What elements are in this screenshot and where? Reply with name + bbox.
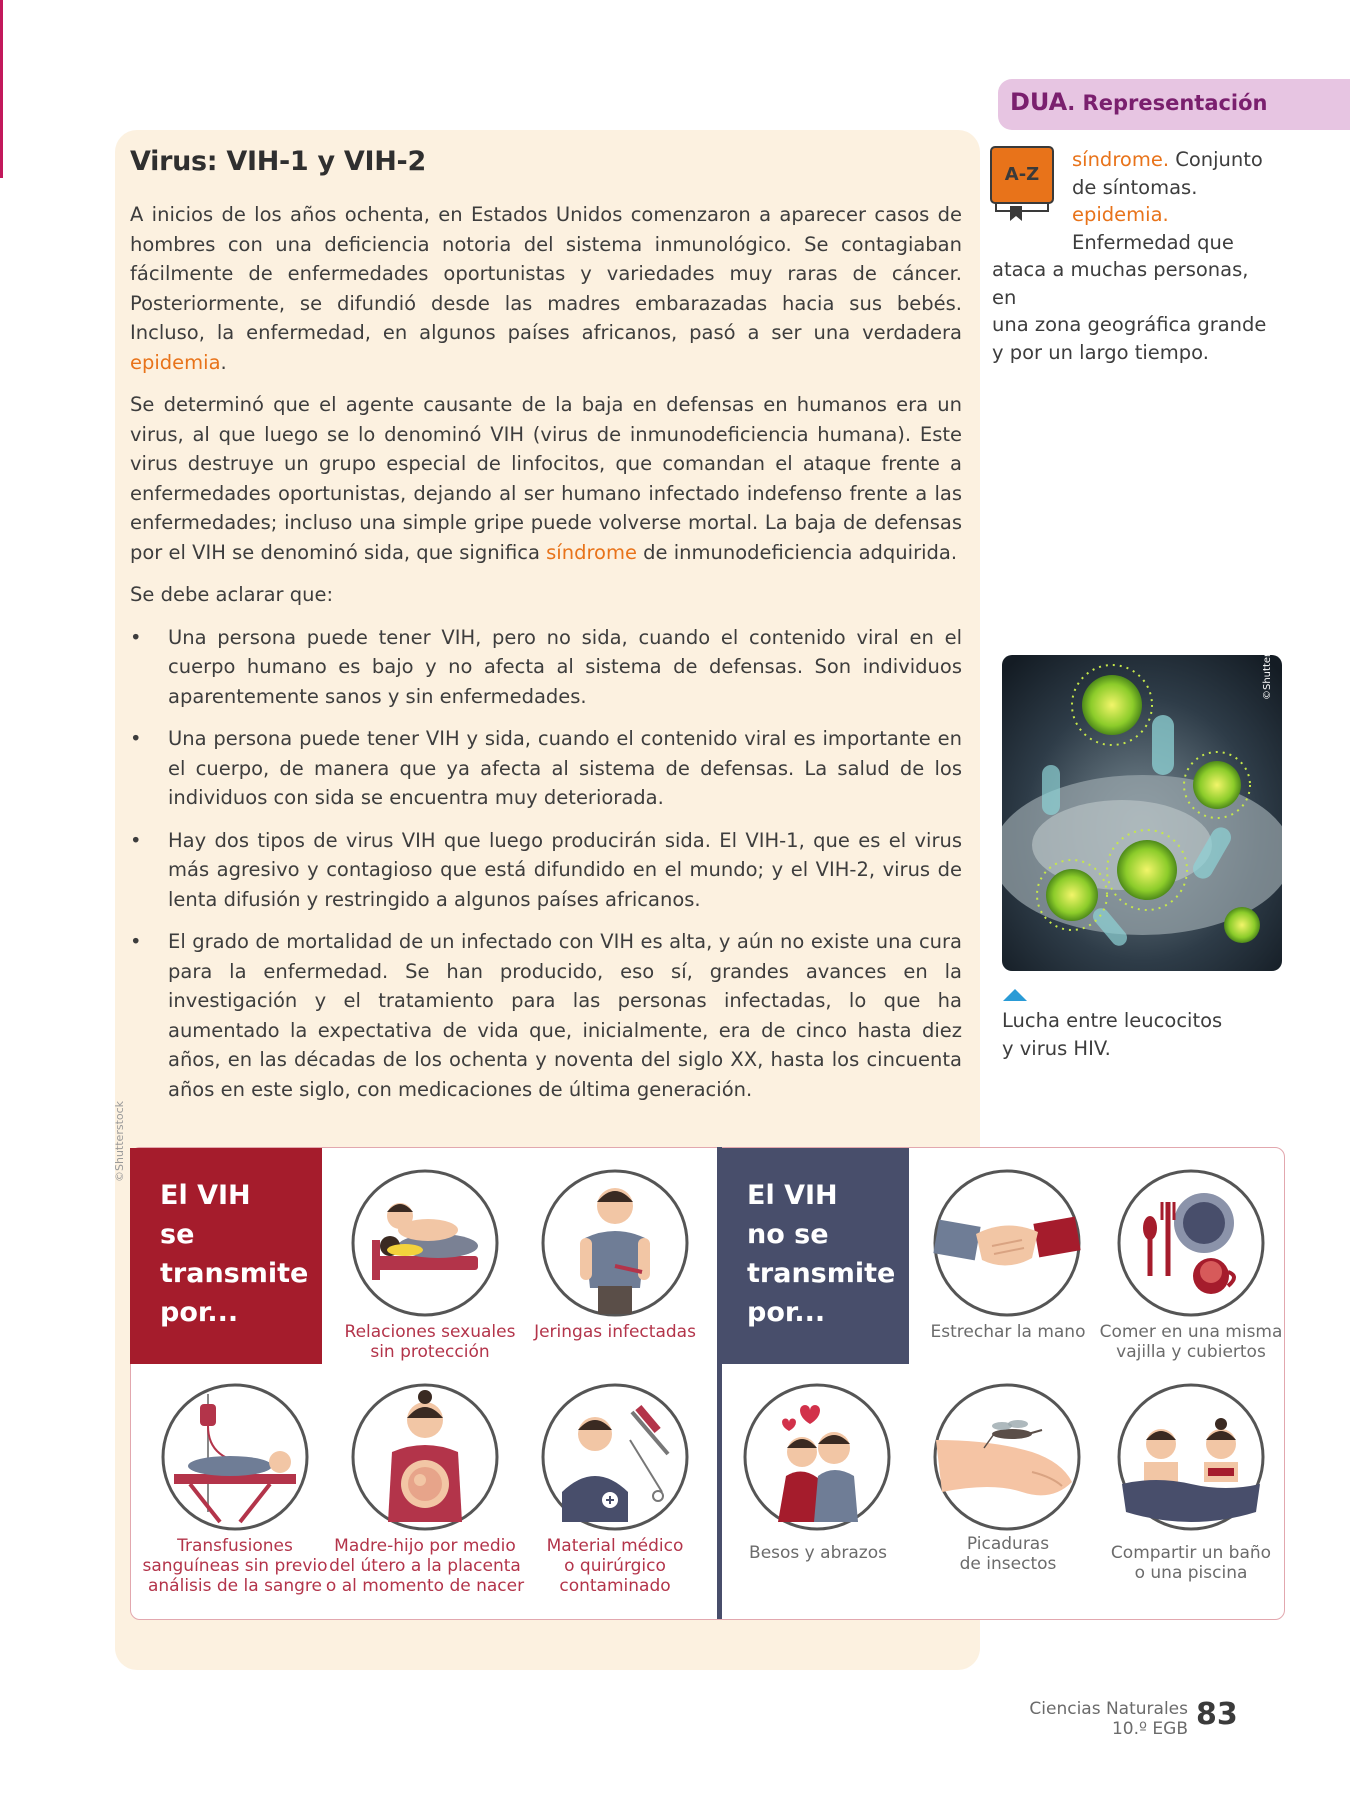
caption-triangle-icon: [1002, 988, 1028, 1002]
label-medical-material: Material médico o quirúrgico contaminado: [546, 1536, 684, 1596]
insect-bite-icon: [932, 1382, 1082, 1532]
list-item: • Una persona puede tener VIH, pero no sida, cuando el contenido viral en el cuerpo humano es bajo y no afecta al sistema de defensas. Son individuos aparentemente sanos y sin enfermedades.: [130, 623, 962, 712]
label-insect-bites: Picaduras de insectos: [959, 1534, 1057, 1574]
unprotected-sex-icon: [350, 1168, 500, 1318]
infected-syringe-icon: [540, 1168, 690, 1318]
bullet-icon: •: [130, 828, 142, 852]
list-item: • El grado de mortalidad de un infectado con VIH es alta, y aún no existe una cura para la enfermedad. Se han producido, eso sí, grandes avances en la investigación y el tratamiento para las personas infectadas, lo que ha aumentado la expectativa de vida que, inicialmente, era de cinco hasta diez años, en las décadas de los ochenta y noventa del siglo XX, hasta los cincuenta años en este siglo, con medicaciones de última generación.: [130, 927, 962, 1104]
bullet-icon: •: [130, 930, 142, 953]
article-body: [130, 200, 962, 1117]
glossary-term-sindrome: síndrome.: [1072, 148, 1170, 171]
page-number: 83: [1196, 1697, 1238, 1732]
virus-photo: [1002, 655, 1282, 971]
svg-text:A-Z: A-Z: [1004, 164, 1040, 185]
footer-subject: Ciencias Naturales: [1029, 1699, 1188, 1719]
dua-subtitle: . Representación: [1067, 91, 1268, 115]
mother-child-icon: [350, 1382, 500, 1532]
glossary-term-epidemia: epidemia.: [1072, 203, 1169, 226]
glossary: síndrome. Conjunto de síntomas. epidemia. Enfermedad que ataca a muchas personas, en una zona geográfica grande y por un largo tiempo.: [992, 146, 1272, 366]
medical-material-icon: [540, 1382, 690, 1532]
not-transmits-header: El VIH no se transmite por...: [717, 1148, 909, 1364]
bullet-list: [130, 623, 962, 1105]
transmits-header: El VIH se transmite por...: [130, 1148, 322, 1364]
article-title: Virus: VIH-1 y VIH-2: [130, 146, 426, 177]
list-item: • Hay dos tipos de virus VIH que luego producirán sida. El VIH-1, que es el virus más agresivo y contagioso que está difundido en el mundo; y el VIH-2, virus de lenta difusión y restringido a algunos países africanos.: [130, 826, 962, 915]
infographic-credit: ©Shutterstock: [113, 1100, 126, 1182]
photo-credit: ©Shutterstock: [1262, 626, 1273, 700]
shared-dishes-icon: [1116, 1168, 1266, 1318]
footer-grade: 10.º EGB: [1111, 1719, 1188, 1739]
handshake-icon: [932, 1168, 1082, 1318]
label-handshake: Estrechar la mano: [930, 1322, 1086, 1342]
label-unprotected-sex: Relaciones sexuales sin protección: [344, 1322, 516, 1362]
photo-caption: Lucha entre leucocitos y virus HIV.: [1002, 1009, 1223, 1060]
paragraph-3: Se debe aclarar que:: [130, 583, 334, 606]
page-edge-accent: [0, 0, 3, 178]
label-mother-child: Madre-hijo por medio del útero a la placenta o al momento de nacer: [325, 1536, 525, 1596]
dua-header: [998, 79, 1350, 130]
shared-pool-icon: [1116, 1382, 1266, 1532]
blood-transfusion-icon: [160, 1382, 310, 1532]
label-transfusions: Transfusiones sanguíneas sin previo análisis de la sangre: [142, 1536, 328, 1596]
bullet-icon: •: [130, 625, 142, 649]
keyword-epidemia: epidemia: [130, 350, 221, 374]
paragraph-2: Se determinó que el agente causante de la baja en defensas en humanos era un virus, al que luego se lo denominó VIH (virus de inmunodeficiencia humana). Este virus destruye un grupo especial de linfocitos, que comandan el ataque frente a enfermedades oportunistas, dejando al ser humano infectado indefenso frente a las enfermedades; incluso una simple gripe puede volverse mortal. La baja de defensas por el VIH se denominó sida, que significa síndrome de inmunodeficiencia adquirida.: [130, 393, 962, 564]
label-shared-pool: Compartir un baño o una piscina: [1110, 1543, 1272, 1583]
dua-label: DUA: [1010, 88, 1068, 116]
list-item: • Una persona puede tener VIH y sida, cuando el contenido viral es importante en el cuerpo, de manera que ya afecta al sistema de defensas. La salud de los individuos con sida se encuentra muy deteriorada.: [130, 724, 962, 813]
label-shared-dishes: Comer en una misma vajilla y cubiertos: [1099, 1322, 1283, 1362]
label-infected-syringes: Jeringas infectadas: [534, 1322, 696, 1342]
paragraph-1: A inicios de los años ochenta, en Estados Unidos comenzaron a aparecer casos de hombres con una deficiencia notoria del sistema inmunológico. Se contagiaban fácilmente de enfermedades oportunistas y variedades muy raras de cáncer. Posteriormente, se difundió desde las madres embarazadas hacia sus bebés. Incluso, la enfermedad, en algunos países africanos, pasó a ser una verdadera epidemia.: [130, 203, 962, 374]
kisses-hugs-icon: [742, 1382, 892, 1532]
label-kisses-hugs: Besos y abrazos: [749, 1543, 887, 1563]
bullet-icon: •: [130, 727, 142, 750]
keyword-sindrome: síndrome: [546, 540, 637, 564]
